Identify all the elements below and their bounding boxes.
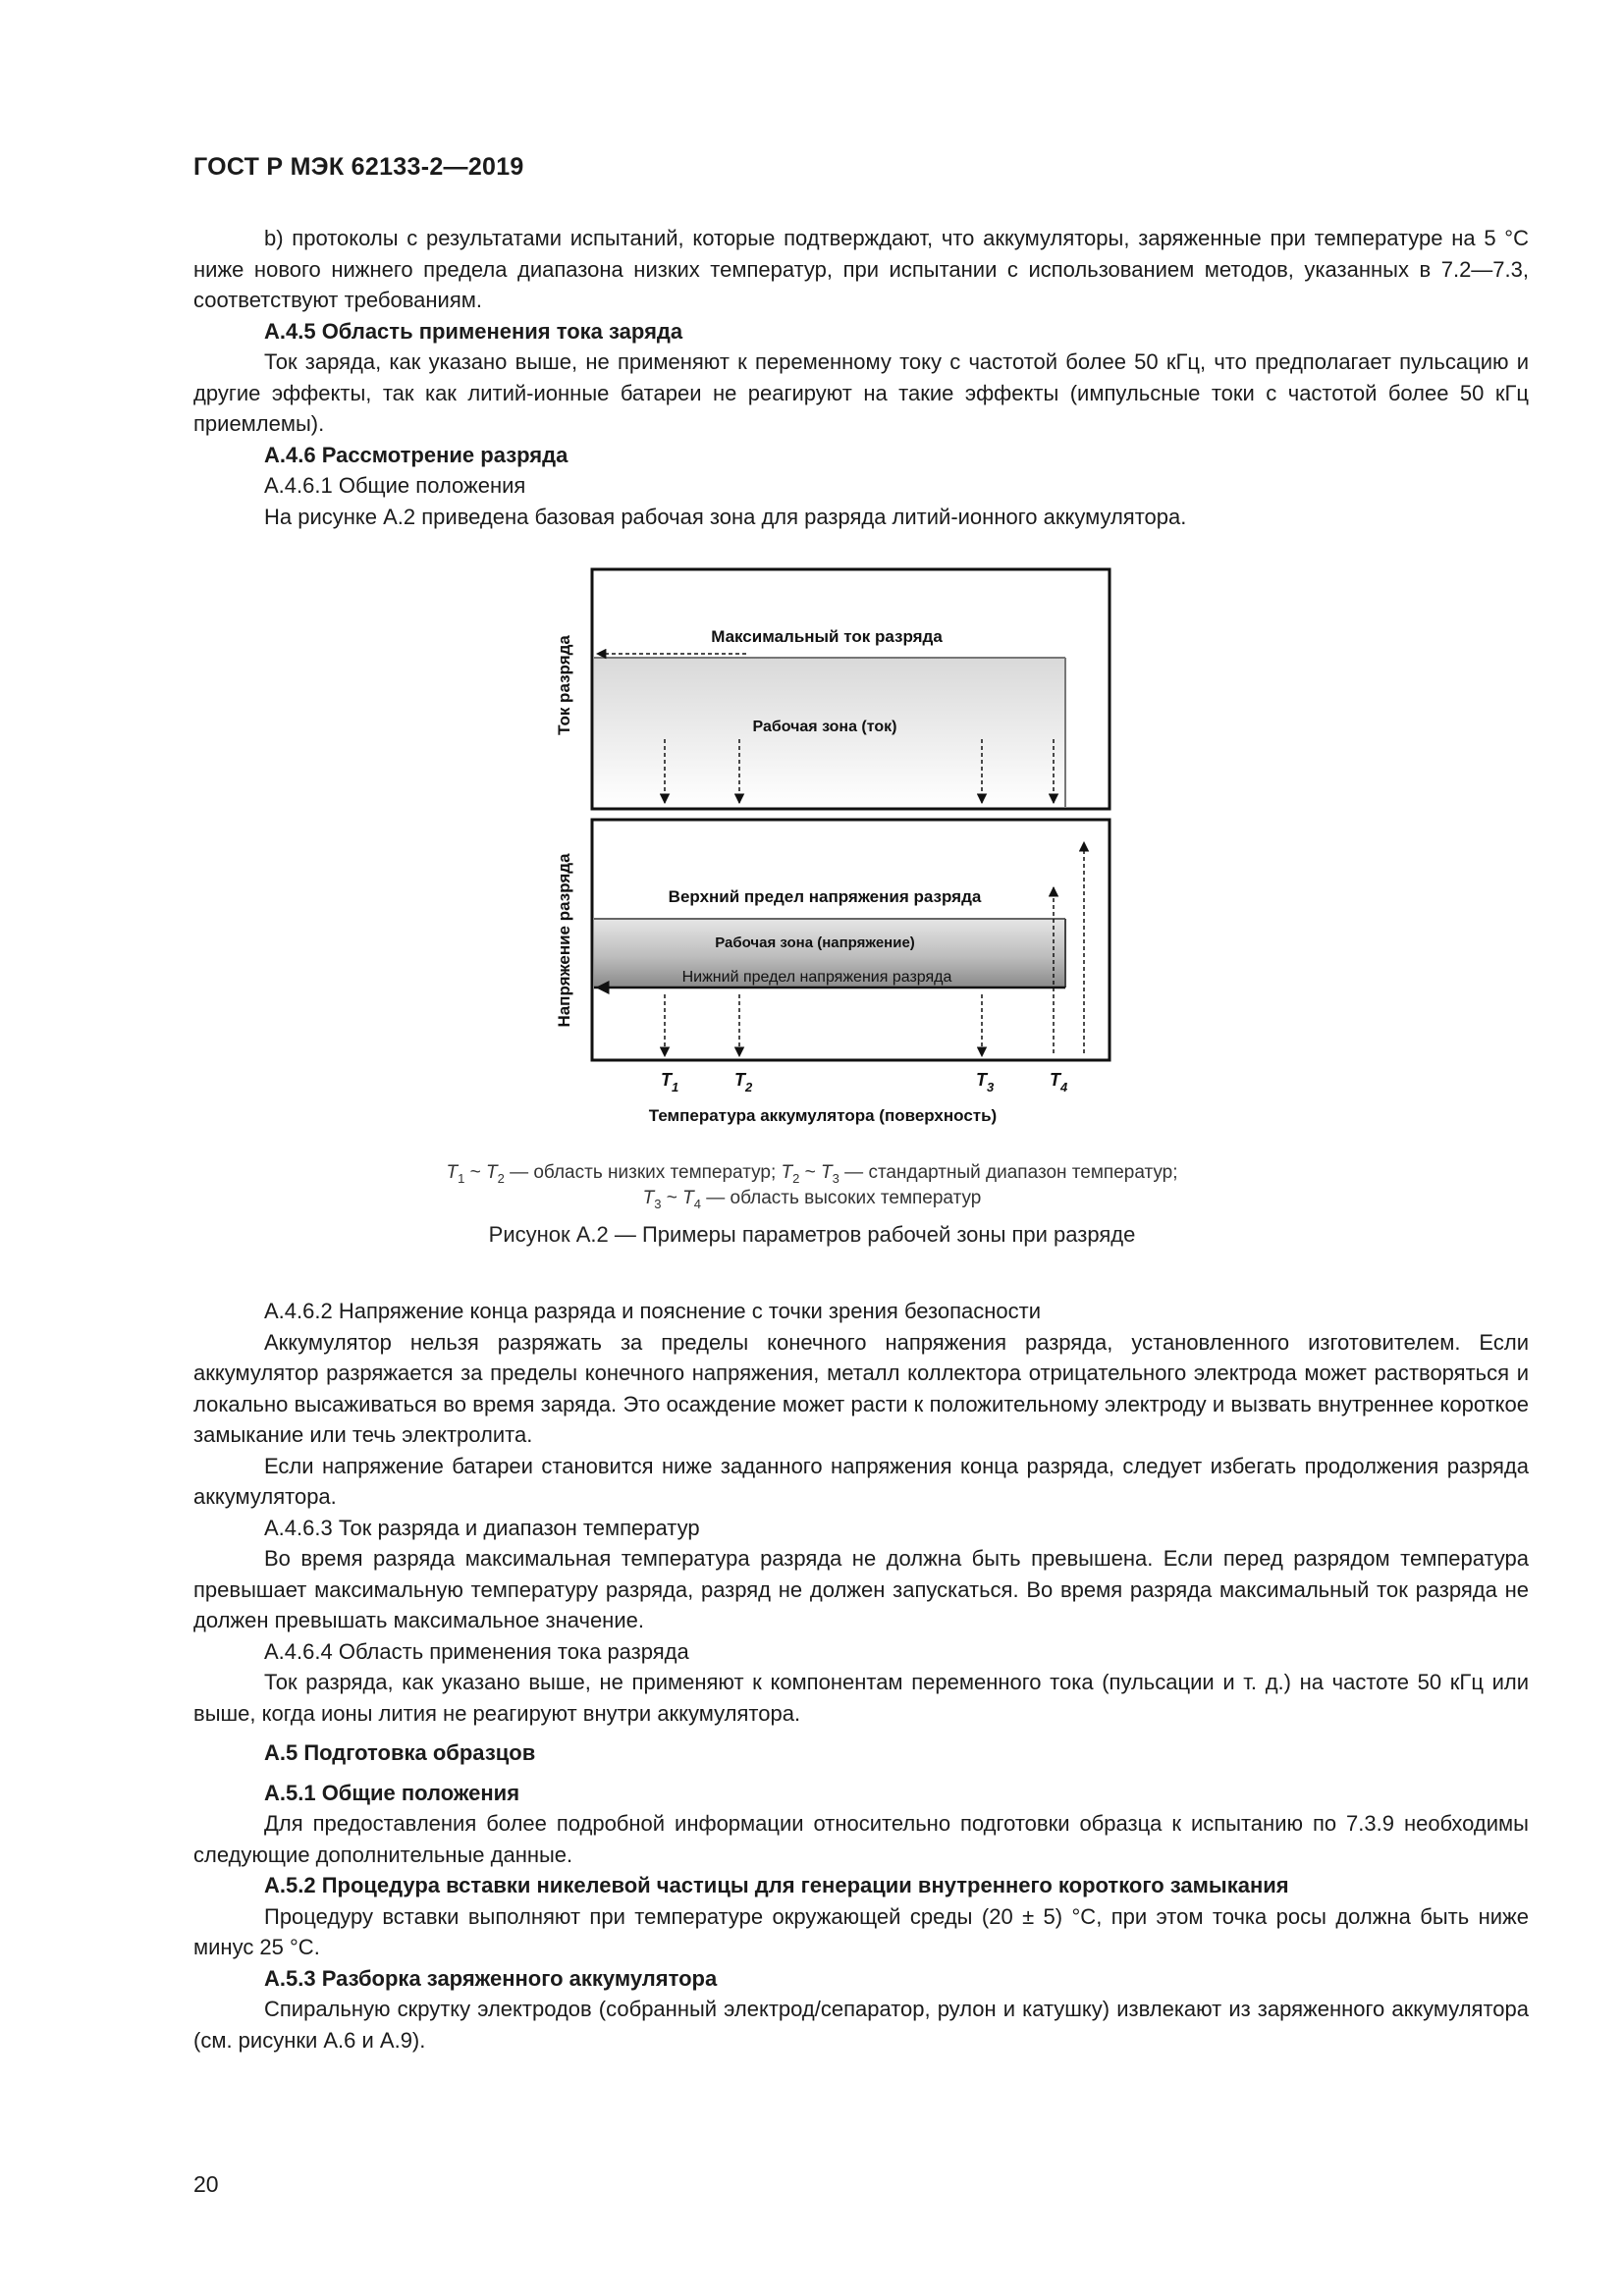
body-text-upper [193, 223, 1529, 532]
figure-caption: Рисунок А.2 — Примеры параметров рабочей зоны при разряде [488, 1222, 1136, 1247]
t4-label: $T_4$ [1050, 1070, 1068, 1095]
paragraph: Для предоставления более подробной информации относительно подготовки образца к испытанию по 7.3.9 необходимы следующие дополнительные данные. [193, 1811, 1529, 1867]
y-axis-label-current: Ток разряда [555, 635, 573, 735]
y-axis-label-voltage: Напряжение разряда [555, 853, 573, 1028]
paragraph: Если напряжение батареи становится ниже заданного напряжения конца разряда, следует избегать продолжения разряда аккумулятора. [193, 1453, 1529, 1509]
figure-note-line1: $T_1$ ~ $T_2$ — область низких температур; $T_2$ ~ $T_3$ — стандартный диапазон температур; [446, 1162, 1178, 1186]
subsection-heading: A.4.6.3 Ток разряда и диапазон температур [264, 1515, 700, 1540]
section-heading: A.5.3 Разборка заряженного аккумулятора [264, 1965, 718, 1991]
t1-label: $T_1$ [661, 1070, 679, 1095]
subsection-heading: A.4.6.2 Напряжение конца разряда и пояснение с точки зрения безопасности [264, 1299, 1042, 1323]
t3-label: $T_3$ [976, 1070, 995, 1095]
paragraph: Спиральную скрутку электродов (собранный электрод/сепаратор, рулон и катушку) извлекают из заряженного аккумулятора (см. рисунки А.6 и А.9). [193, 1997, 1529, 2053]
section-heading: A.5.2 Процедура вставки никелевой частицы для генерации внутреннего короткого замыкания [264, 1873, 1289, 1897]
paragraph: Во время разряда максимальная температура разряда не должна быть превышена. Если перед разрядом температура превышает максимальную температуру разряда, разряд не должен запускаться. Во время разряда максимальный ток разряда не должен превышать максимальное значение. [193, 1546, 1529, 1632]
subsection-heading: A.4.6.1 Общие положения [264, 473, 526, 498]
section-heading: A.4.6 Рассмотрение разряда [264, 442, 568, 467]
paragraph: Ток заряда, как указано выше, не применяют к переменному току с частотой более 50 кГц, что предполагает пульсацию и другие эффекты, так как литий-ионные батареи не реагируют на такие эффекты (импульсные токи с частотой более 50 кГц приемлемы). [193, 349, 1529, 436]
paragraph: На рисунке А.2 приведена базовая рабочая зона для разряда литий-ионного аккумулятора. [264, 504, 1187, 529]
t2-label: $T_2$ [734, 1070, 753, 1095]
section-heading: A.5 Подготовка образцов [264, 1740, 536, 1765]
upper-voltage-label: Верхний предел напряжения разряда [668, 887, 982, 906]
figure-note-line2: $T_3$ ~ $T_4$ — область высоких температур [642, 1188, 982, 1211]
page-number: 20 [193, 2171, 219, 2197]
paragraph: Ток разряда, как указано выше, не применяют к компонентам переменного тока (пульсации и т. д.) на частоте 50 кГц или выше, когда ионы лития не реагируют внутри аккумулятора. [193, 1670, 1529, 1726]
body-text-lower [193, 1296, 1529, 2056]
working-zone-voltage-label: Рабочая зона (напряжение) [715, 934, 915, 951]
working-zone-current-label: Рабочая зона (ток) [752, 719, 897, 735]
x-axis-label: Температура аккумулятора (поверхность) [648, 1106, 998, 1125]
section-heading: A.4.5 Область применения тока заряда [264, 318, 683, 344]
figure-a2-diagram [550, 558, 1159, 1147]
lower-voltage-label: Нижний предел напряжения разряда [681, 969, 952, 986]
paragraph: b) протоколы с результатами испытаний, которые подтверждают, что аккумуляторы, заряженные при температуре на 5 °C ниже нового нижнего предела диапазона низких температур, при испытании с использованием методов, указанных в 7.2—7.3, соответствуют требованиям. [193, 226, 1529, 312]
paragraph: Аккумулятор нельзя разряжать за пределы конечного напряжения разряда, установленного изготовителем. Если аккумулятор разряжается за пределы конечного напряжения, металл коллектора отрицательного электрода может растворяться и локально высаживаться во время заряда. Это осаждение может расти к положительному электроду и вызвать внутреннее короткое замыкание или течь электролита. [193, 1329, 1529, 1447]
subsection-heading: A.4.6.4 Область применения тока разряда [264, 1638, 689, 1664]
paragraph: Процедуру вставки выполняют при температуре окружающей среды (20 ± 5) °C, при этом точка росы должна быть ниже минус 25 °C. [193, 1903, 1529, 1959]
document-header: ГОСТ Р МЭК 62133-2—2019 [193, 153, 524, 181]
max-current-label: Максимальный ток разряда [711, 627, 943, 646]
section-heading: A.5.1 Общие положения [264, 1780, 520, 1805]
